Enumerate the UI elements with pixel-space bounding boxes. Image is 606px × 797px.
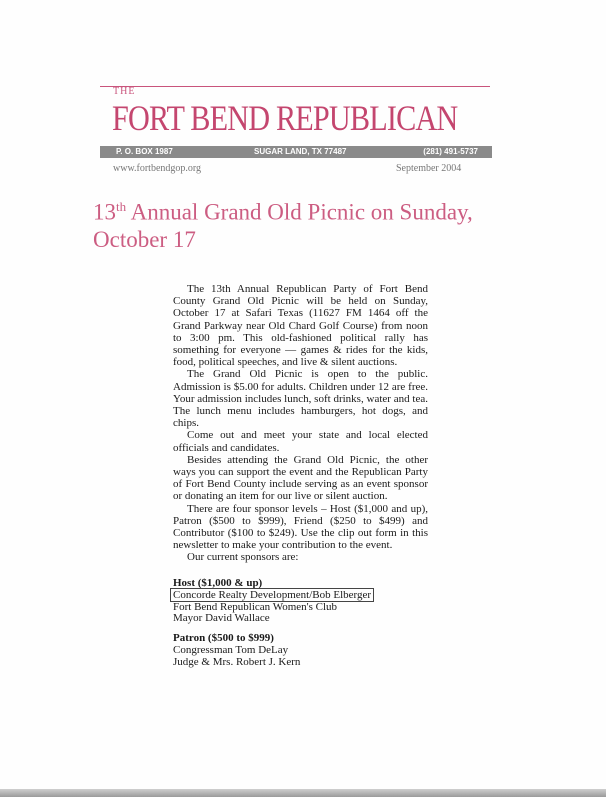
host-sponsors bbox=[173, 578, 373, 625]
article-body bbox=[173, 283, 428, 564]
sponsor-name: Judge & Mrs. Robert J. Kern bbox=[173, 655, 301, 668]
sponsor-name bbox=[173, 590, 373, 602]
highlighted-sponsor: Concorde Realty Development/Bob Elberger bbox=[173, 588, 372, 601]
article-paragraph: The Grand Old Picnic is open to the public. Admission is $5.00 for adults. Children under 12 are free. Your admission includes lunch, soft drinks, water and tea. The lunch menu includes hamburgers, hot dogs, and chips. bbox=[173, 368, 428, 430]
issue-date: September 2004 bbox=[396, 163, 462, 174]
website-link[interactable]: www.fortbendgop.org bbox=[113, 163, 202, 174]
headline-ordinal: 13 bbox=[93, 199, 116, 225]
headline-ordinal-suffix: th bbox=[116, 199, 127, 214]
article-paragraph: Our current sponsors are: bbox=[187, 551, 299, 564]
article-headline bbox=[93, 193, 533, 253]
article-paragraph: Besides attending the Grand Old Picnic, the other ways you can support the event and the Republican Party of Fort Bend County include serving as an event sponsor or donating an item for our live or silent auction. bbox=[173, 453, 428, 503]
headline-text: Annual Grand Old Picnic on Sunday, October 17 bbox=[93, 199, 473, 252]
masthead-the-label: THE bbox=[113, 86, 136, 97]
sponsor-name: Mayor David Wallace bbox=[173, 612, 270, 625]
city-address: SUGAR LAND, TX 77487 bbox=[254, 147, 347, 156]
patron-heading: Patron ($500 to $999) bbox=[173, 632, 274, 644]
article-paragraph: There are four sponsor levels – Host ($1,000 and up), Patron ($500 to $999), Friend ($250 to $499) and Contributor ($100 to $249). Use the clip out form in this newsletter to make your contribution to the event. bbox=[173, 502, 428, 552]
sponsor-name: Fort Bend Republican Women's Club bbox=[173, 600, 338, 613]
newsletter-title: FORT BEND REPUBLICAN bbox=[112, 98, 458, 138]
article-paragraph: Come out and meet your state and local elected officials and candidates. bbox=[173, 429, 428, 454]
patron-sponsors bbox=[173, 633, 300, 668]
host-heading: Host ($1,000 & up) bbox=[173, 577, 263, 589]
masthead-rule bbox=[100, 86, 490, 87]
phone-number: (281) 491-5737 bbox=[423, 147, 478, 156]
masthead-info-bar bbox=[100, 146, 492, 158]
scan-edge-shadow bbox=[0, 789, 606, 797]
sponsor-name: Congressman Tom DeLay bbox=[173, 643, 289, 656]
po-box: P. O. BOX 1987 bbox=[116, 147, 173, 156]
article-paragraph: The 13th Annual Republican Party of Fort Bend County Grand Old Picnic will be held on Sunday, October 17 at Safari Texas (11627 FM 1464 off the Grand Parkway near Old Chard Golf Course) from noon to 3:00 pm. This old-fashioned political rally has something for everyone — games & rides for the kids, food, political speeches, and live & silent auctions. bbox=[173, 283, 428, 369]
